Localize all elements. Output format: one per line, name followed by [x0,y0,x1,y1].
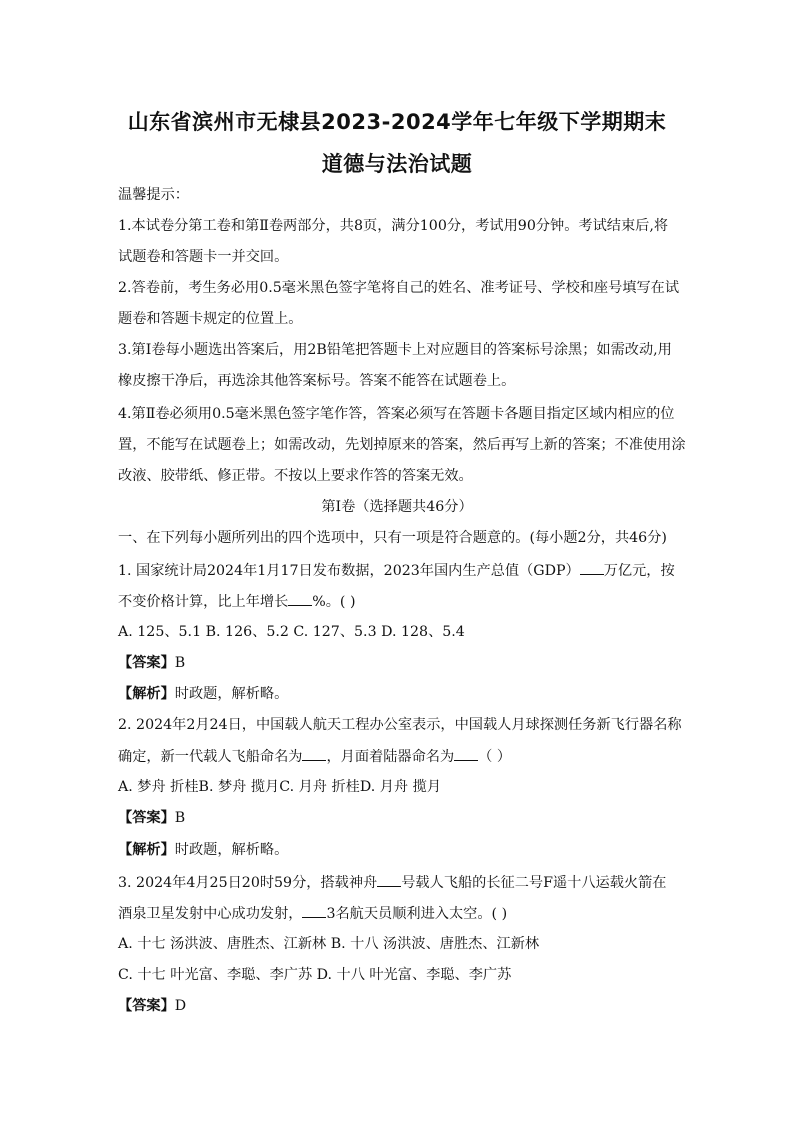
answer-blank [454,746,478,761]
answer-blank [302,903,326,918]
tip-line: 4.第Ⅱ卷必须用0.5毫米黑色签字笔作答，答案必须写在答题卡各题目指定区域内相应的位 [118,406,675,422]
answer-blank [377,872,401,887]
q1-options: A. 125、5.1 B. 126、5.2 C. 127、5.3 D. 128、5.4 [118,624,465,640]
tip-line: 3.第Ⅰ卷每小题选出答案后，用2B铅笔把答题卡上对应题目的答案标号涂黑；如需改动,用 [118,342,672,358]
section-title: 第Ⅰ卷（选择题共46分） [321,499,473,515]
q1-answer: 【答案】B [118,655,186,671]
q2-answer: 【答案】B [118,810,186,826]
q3-answer: 【答案】D [118,998,187,1014]
tips-heading: 温馨提示： [118,187,189,203]
tip-line: 题卷和答题卡规定的位置上。 [118,311,303,327]
part-heading: 一、在下列每小题所列出的四个选项中，只有一项是符合题意的。(每小题2分，共46分) [118,530,667,546]
q2-options: A. 梦舟 折桂B. 梦舟 揽月C. 月舟 折桂D. 月舟 揽月 [118,779,442,795]
answer-blank [302,746,326,761]
q1-analysis: 【解析】时政题，解析略。 [118,686,289,702]
answer-blank [288,591,312,606]
tip-line: 1.本试卷分第工卷和第Ⅱ卷两部分，共8页，满分100分，考试用90分钟。考试结束后,将 [118,218,669,234]
q3-stem-line2: 酒泉卫星发射中心成功发射， 3名航天员顺利进入太空。( ) [118,903,684,924]
tip-line: 橡皮擦干净后，再选涂其他答案标号。答案不能答在试题卷上。 [118,373,516,389]
tip-line: 2.答卷前，考生务必用0.5毫米黑色签字笔将自己的姓名、准考证号、学校和座号填写在试 [118,280,680,296]
doc-title-line1: 山东省滨州市无棣县2023-2024学年七年级下学期期末 [127,110,667,134]
q3-options-ab: A. 十七 汤洪波、唐胜杰、江新林 B. 十八 汤洪波、唐胜杰、江新林 [118,936,540,952]
q1-stem-line2: 不变价格计算，比上年增长 %。( ) [118,591,684,612]
q2-stem-line1: 2. 2024年2月24日，中国载人航天工程办公室表示，中国载人月球探测任务新飞行器名称 [118,717,682,733]
tip-line: 试题卷和答题卡一并交回。 [118,249,289,265]
q2-analysis: 【解析】时政题，解析略。 [118,842,289,858]
doc-title-line2: 道德与法治试题 [321,152,473,176]
tip-line: 置，不能写在试题卷上；如需改动，先划掉原来的答案，然后再写上新的答案；不准使用涂 [118,437,686,453]
q3-stem-line1: 3. 2024年4月25日20时59分，搭载神舟 号载人飞船的长征二号F遥十八运载火箭在 [118,872,684,893]
q2-stem-line2: 确定，新一代载人飞船命名为 ，月面着陆器命名为 （ ） [118,746,684,767]
q1-stem-line1: 1. 国家统计局2024年1月17日发布数据，2023年国内生产总值（GDP） 万亿元，按 [118,560,684,581]
q3-options-cd: C. 十七 叶光富、李聪、李广苏 D. 十八 叶光富、李聪、李广苏 [118,967,512,983]
answer-blank [580,560,604,575]
tip-line: 改液、胶带纸、修正带。不按以上要求作答的答案无效。 [118,468,473,484]
